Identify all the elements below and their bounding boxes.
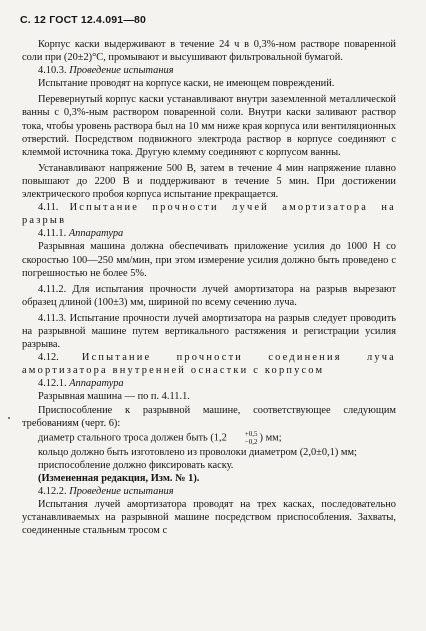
section-title: Испытание прочности лучей амортизатора на разрыв [22,202,396,227]
formula-unit: мм; [265,432,282,444]
section-number: 4.10.3. [38,65,67,77]
section-number: 4.12.2. [38,486,67,497]
paragraph: Разрывная машина — по п. 4.11.1. [38,391,190,403]
paragraph: Разрывная машина должна обеспечивать приложение усилия до 1000 Н со скоростью 100—250 мм/мин, при этом измерение усилия должно быть проведено с погрешностью не более 5%. [22,241,396,279]
section-heading [22,64,396,77]
formula-value: 1,2 [213,432,227,444]
section-number: 4.12.1. [38,378,67,390]
section-title: Аппаратура [68,228,124,240]
paragraph: 4.11.3. Испытание прочности лучей амортизатора на разрыв следует проводить на разрывной машине путем вертикального растяжения и регистрации усилия разрыва. [22,312,396,351]
paragraph: Испытания лучей амортизатора проводят на трех касках, последовательно устанавливаемых на разрывной машине посредством приспособления. Захваты, соединенные стальным тросом с [22,499,396,537]
formula-text: диаметр стального троса должен быть [38,432,208,444]
section-heading [22,201,396,227]
section-heading [22,377,396,390]
formula-value: (2,0±0,1) мм; [299,446,357,458]
paragraph: приспособление должно фиксировать каску. [38,459,234,471]
tolerance-upper: +0,5 [244,429,258,438]
formula-line: диаметр стального троса должен быть (1,2 +0,5 −0,2 ) мм; [38,429,282,446]
section-heading [22,227,396,240]
paragraph: Корпус каски выдерживают в течение 24 ч в 0,3%-ном растворе поваренной соли при (20±2)°С, промывают и высушивают фильтровальной бумагой. [22,39,396,64]
section-title: Проведение испытания [69,65,174,77]
formula-text: кольцо должно быть изготовлено из проволоки диаметром [38,446,298,458]
paragraph: Устанавливают напряжение 500 В, затем в течение 4 мин напряжение плавно повышают до 2200 В и поддерживают в течение 5 мин. При достижении электрического пробоя корпуса испытание прекращается. [22,162,396,201]
document-body [22,38,396,537]
paragraph: Перевернутый корпус каски устанавливают внутри заземленной металлической ванны с 0,3%-ным раствором поваренной соли. Внутри каски заливают раствор тока, чтобы уровень раствора был на 10 мм ниже края корпуса или вентиляционных отверстий. Посредством подвижного электрода раствор в корпусе соединяют с клеммой источника тока. Другую клемму соединяют с корпусом ванны. [22,94,396,158]
formula-line [22,446,396,459]
tolerance-lower: −0,2 [244,437,258,446]
section-number: 4.11. [38,202,59,214]
section-title: Испытание прочности соединения луча амортизатора внутренней оснастки с корпусом [22,352,396,377]
page-header: С. 12 ГОСТ 12.4.091—80 [20,14,147,26]
section-heading [22,351,396,377]
section-title: Проведение испытания [69,486,174,497]
paragraph: Приспособление к разрывной машине, соответствующее следующим требованиям (черт. 6): [22,404,396,429]
amendment-note: (Измененная редакция, Изм. № 1). [38,472,200,484]
paragraph: 4.11.2. Для испытания прочности лучей амортизатора на разрыв вырезают образец длиной (100±3) мм, шириной по всему сечению луча. [22,283,396,308]
paragraph: Испытание проводят на корпусе каски, не имеющем повреждений. [38,78,335,90]
section-number: 4.12. [38,352,59,364]
section-title: Аппаратура [69,378,124,390]
section-number: 4.11.1. [38,228,67,240]
section-heading [22,485,396,498]
margin-mark [8,417,10,419]
